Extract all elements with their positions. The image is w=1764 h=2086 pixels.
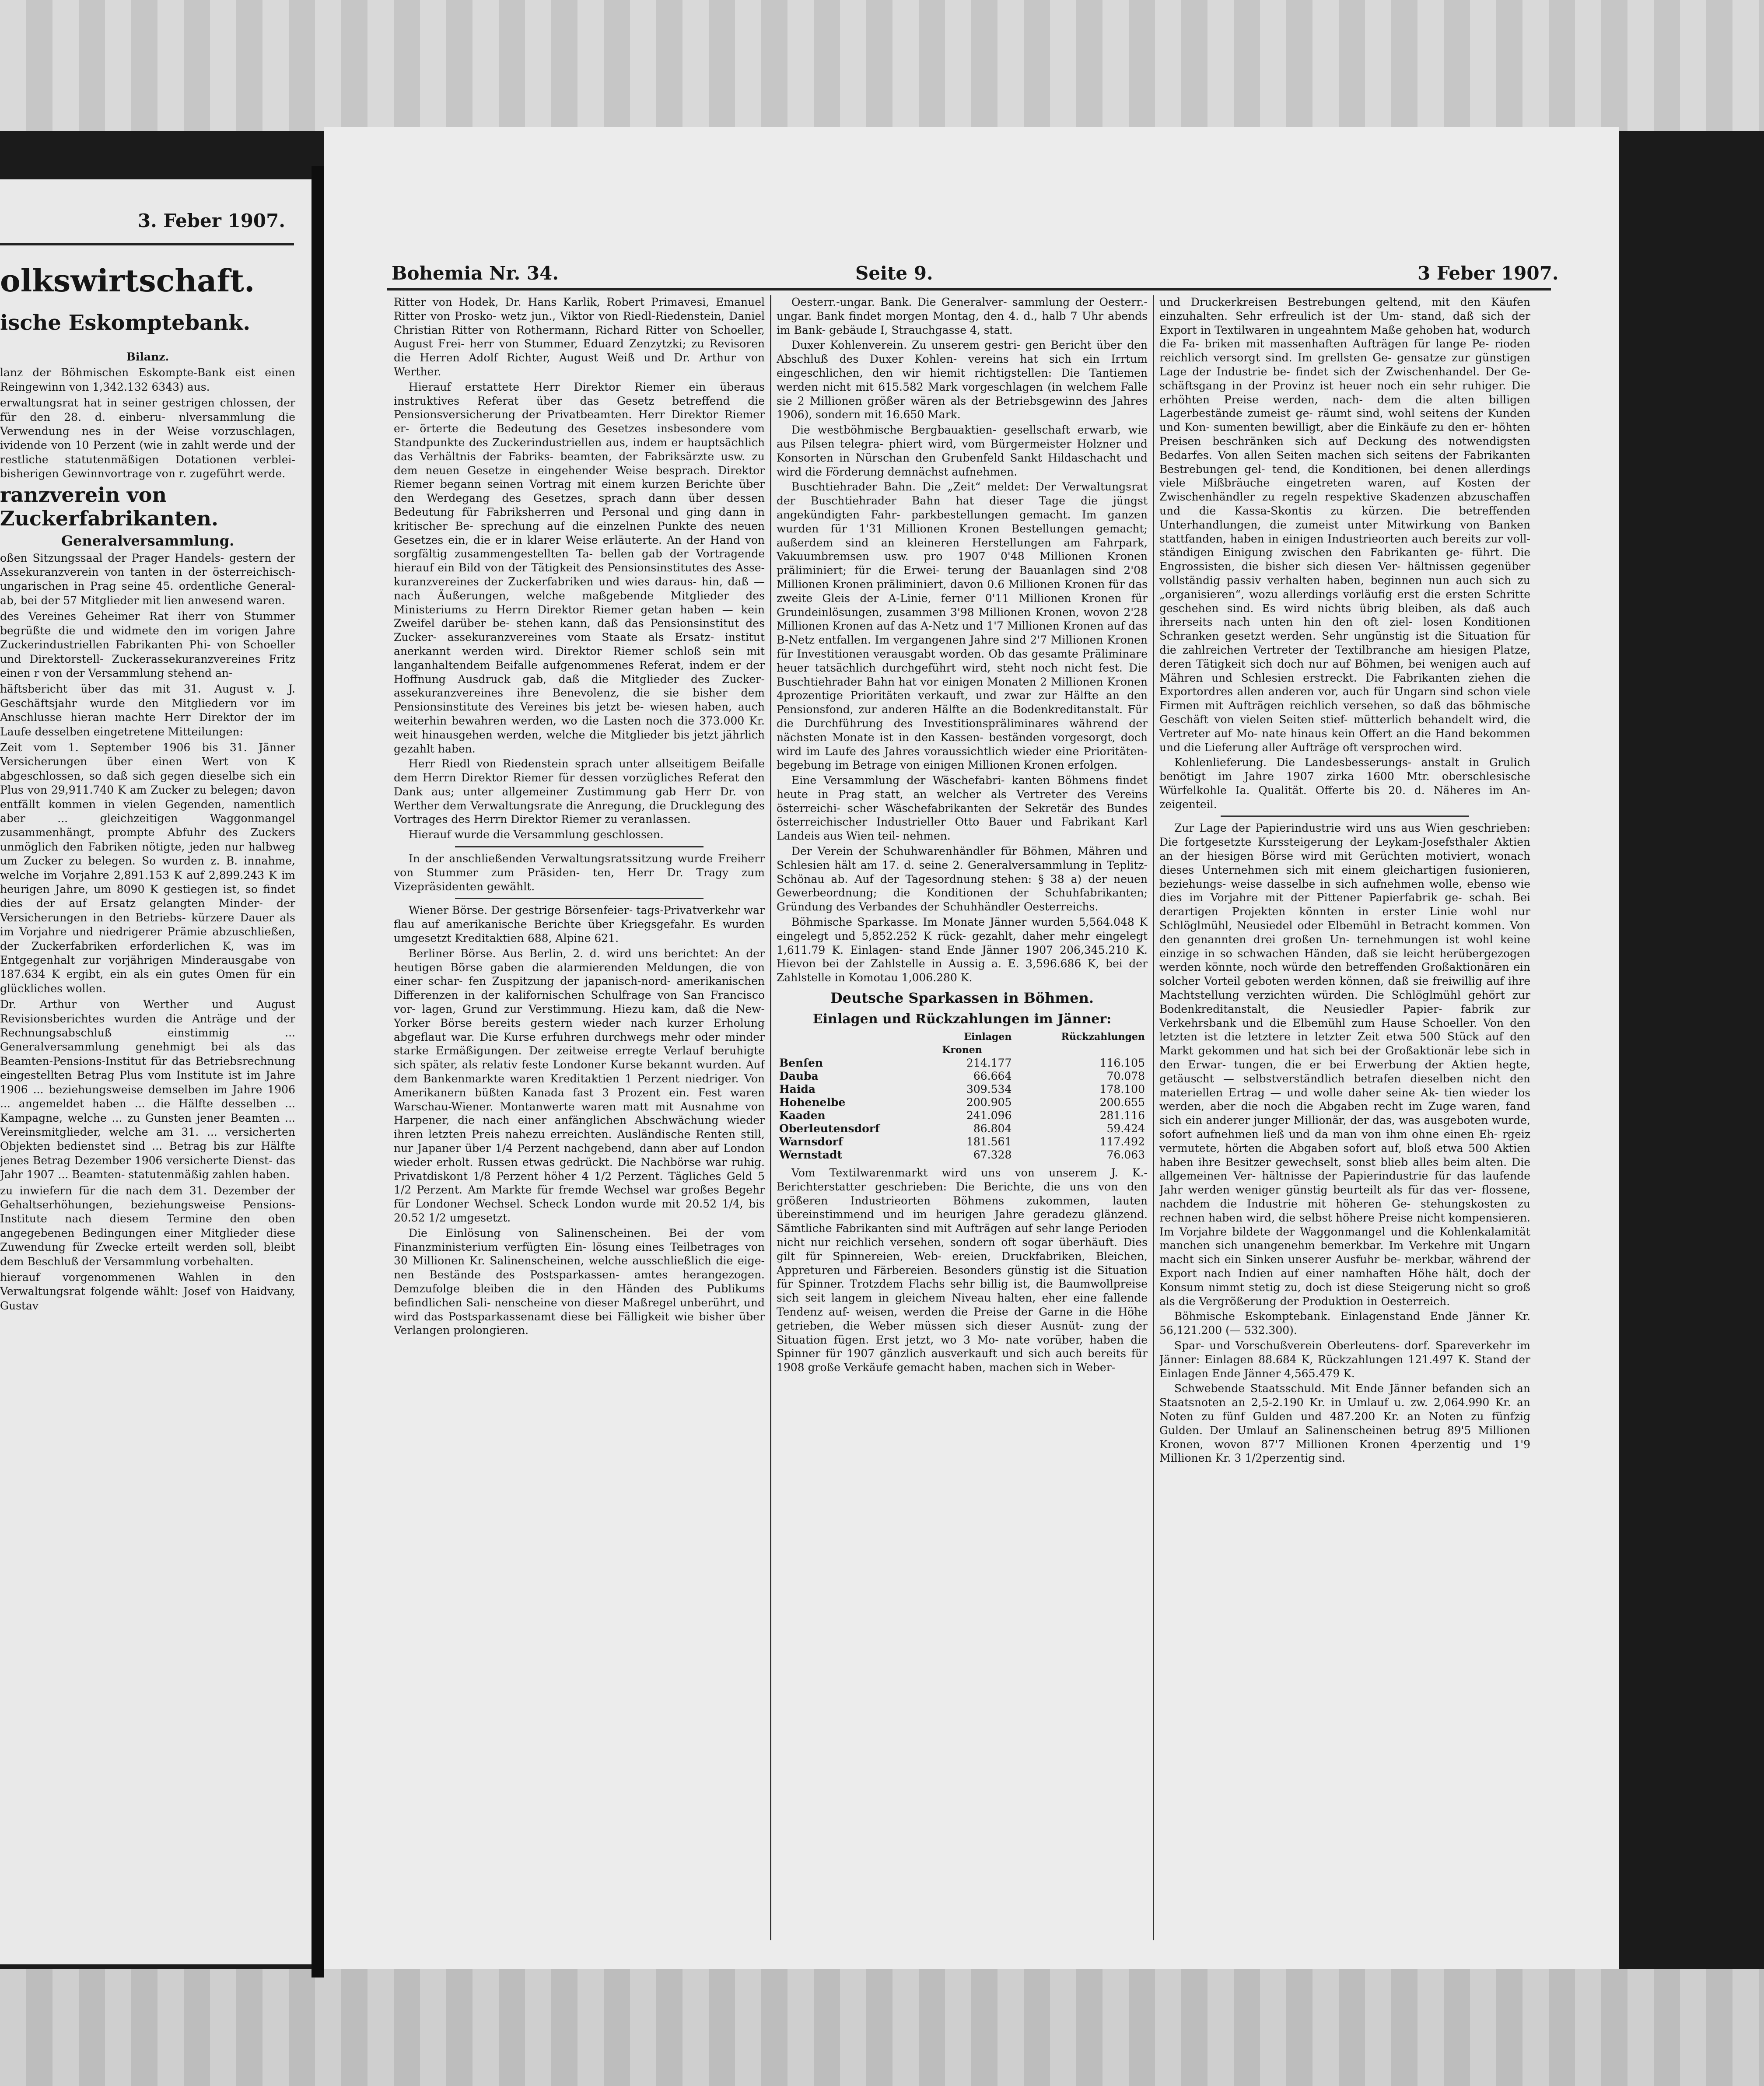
table-header-repayments: Rückzahlungen <box>1061 1031 1145 1043</box>
right-page <box>324 127 1619 1969</box>
article-paragraph: Ritter von Hodek, Dr. Hans Karlik, Robert Primavesi, Emanuel Ritter von Prosko- wetz jun., Viktor von Riedl-Riedenstein, Daniel Christian Ritter von Rothermann, Richard Ritter von Schoeller, August Frei- herr von Stummer, Eduard Zenzytzki; zu Revisoren die Herren Adolf Richter, August Weiß und Dr. Arthur von Werther. <box>394 296 765 378</box>
left-page-paragraph: des Vereines Geheimer Rat iherr von Stummer begrüßte die und widmete den im vorigen Jahre Zuckerindustriellen Fabrikanten Phi- von Schoeller und Direktorstell- Zuckerassekuranzvereines Fritz einen r von der Versammlung stehend an- <box>0 610 295 679</box>
left-page-section-title: olkswirtschaft. <box>0 262 255 299</box>
article-paragraph: Oesterr.-ungar. Bank. Die Generalver- sammlung der Oesterr.-ungar. Bank findet morgen Montag, den 4. d., halb 7 Uhr abends im Bank- gebäude I, Strauchgasse 4, statt. <box>777 296 1148 336</box>
column-divider-2 <box>1153 295 1154 1940</box>
left-page-paragraph: ranzverein von Zuckerfabrikanten. <box>0 483 218 530</box>
left-page-paragraph: zu inwiefern für die nach dem 31. Dezember der Gehaltserhöhungen, beziehungsweise Pensions-Institute nach diesem Termine den oben angegebenen Bedingungen einer Mitglieder diese Zuwendung für Zwecke erteilt werden soll, bleibt dem Beschluß der Versammlung vorbehalten. <box>0 1184 295 1268</box>
column-1 <box>394 295 765 1949</box>
table-row <box>777 1057 1148 1070</box>
table-row <box>777 1148 1148 1162</box>
header-date: 3 Feber 1907. <box>1418 262 1559 284</box>
table-row <box>777 1135 1148 1148</box>
table-cell-deposits: 67.328 <box>973 1148 1012 1162</box>
table-cell-deposits: 181.561 <box>966 1135 1012 1148</box>
table-header-deposits: Einlagen <box>964 1031 1012 1043</box>
left-page-paragraph: Dr. Arthur von Werther und August Revisionsberichtes wurden die Anträge und der Rechnungsabschluß einstimmig ... Generalversammlung genehmigt bei als das Beamten-Pensions-Institut für das Betriebsrechnung eingestellten Betrag Plus vom Institute ist im Jahre 1906 ... beziehungsweise demselben im Jahre 1906 ... angemeldet haben ... die Hälfte desselben ... Kampagne, welche ... zu Gunsten jener Beamten ... Vereinsmitglieder, welche am 31. ... versicherten Objekten bedienstet sind ... Betrag bis zur Hälfte jenes Betrag Dezember 1906 versicherte Dienst- das Jahr 1907 ... Beamten- statutenmäßig zahlen haben. <box>0 998 295 1181</box>
table-row <box>777 1122 1148 1135</box>
left-page-column <box>0 350 295 1315</box>
article-paragraph: Eine Versammlung der Wäschefabri- kanten Böhmens findet heute in Prag statt, an welcher als Vertreter des Vereins österreichi- scher Wäschefabrikanten der Sekretär des Bundes österreichischer Industrieller Otto Bauer und Fabrikant Karl Landeis aus Wien teil- nehmen. <box>777 774 1148 843</box>
table-cell-repayments: 281.116 <box>1099 1109 1145 1122</box>
article-paragraph: Spar- und Vorschußverein Oberleutens- dorf. Spareverkehr im Jänner: Einlagen 88.684 K, Rückzahlungen 121.497 K. Stand der Einlagen Ende Jänner 4,565.479 K. <box>1159 1339 1530 1380</box>
background-wall-top <box>0 0 1764 131</box>
table-row <box>777 1096 1148 1109</box>
table-cell-deposits: 86.804 <box>973 1122 1012 1135</box>
column-3 <box>1159 295 1530 1949</box>
article-paragraph: Böhmische Eskomptebank. Einlagenstand Ende Jänner Kr. 56,121.200 (— 532.300). <box>1159 1310 1530 1337</box>
article-paragraph: Vom Textilwarenmarkt wird uns von unserem J. K.-Berichterstatter geschrieben: Die Berichte, die uns von den größeren Industrieorten Böhmens zukommen, lauten übereinstimmend und im heurigen Jahre geradezu glänzend. Sämtliche Fabrikanten sind mit Aufträgen auf sehr lange Perioden nicht nur reichlich versehen, sondern oft sogar überhäuft. Dies gilt für Spinnereien, Web- ereien, Druckfabriken, Bleichen, Appreturen und Färbereien. Besonders günstig ist die Situation für Spinner. Trotzdem Flachs sehr billig ist, die Baumwollpreise sich seit langem in gleichem Niveau halten, eher eine fallende Tendenz auf- weisen, werden die Preise der Garne in die Höhe getrieben, die Weber müssen sich dieser Ausnüt- zung der Situation fügen. Erst jetzt, wo 3 Mo- nate vorüber, haben die Spinner für 1907 gänzlich ausverkauft und sich auch bereits für 1908 große Verkäufe gemacht haben, machen sich in Weber- <box>777 1166 1148 1374</box>
article-paragraph: Böhmische Sparkasse. Im Monate Jänner wurden 5,564.048 K eingelegt und 5,852.252 K rück- gezahlt, daher mehr eingelegt 1,611.79 K. Einlagen- stand Ende Jänner 1907 206,345.210 K. Hievon bei der Zahlstelle in Aussig a. E. 3,596.686 K, bei der Zahlstelle in Komotau 1,006.280 K. <box>777 916 1148 984</box>
table-cell-deposits: 241.096 <box>966 1109 1012 1122</box>
column-2 <box>777 295 1148 1949</box>
table-cell-town: Wernstadt <box>779 1148 843 1162</box>
left-page-paragraph: Zeit vom 1. September 1906 bis 31. Jänner Versicherungen über einen Wert von K abgeschlossen, so daß sich gegen dieselbe sich ein Plus von 29,911.740 K am Zucker zu belegen; davon entfällt kommen in vielen Gegenden, namentlich aber ... gleichzeitigen Waggonmangel zusammenhängt, prompte Abfuhr des Zuckers unmöglich den Fabriken nötigte, jeden nur halbweg um Zucker zu belegen. So wurden z. B. innahme, welche im Vorjahre 2,891.153 K auf 2,899.243 K im heurigen Jahre, um 8090 K gestiegen ist, so findet dies der auf Ersatz gelangten Minder- der Versicherungen in den Betriebs- kürzere Dauer als im Vorjahre und niedrigerer Prämie abzuschließen, der Zuckerfabriken erforderlichen K, was im Entgegenhalt zur vorjährigen Minderausgabe von 187.634 K ergibt, ein als ein gutes Omen für ein glückliches wollen. <box>0 741 295 995</box>
header-issue: Bohemia Nr. 34. <box>392 262 559 284</box>
table-cell-deposits: 214.177 <box>966 1057 1012 1070</box>
left-page-paragraph: häftsbericht über das mit 31. August v. J. Geschäftsjahr wurde den Mitgliedern vor im Anschlusse hieran machte Herr Direktor der im Laufe desselben eingetretene Mitteilungen: <box>0 682 295 738</box>
left-page-paragraph: Bilanz. <box>126 350 169 363</box>
table-row <box>777 1109 1148 1122</box>
table-cell-deposits: 309.534 <box>966 1083 1012 1096</box>
left-page-rule <box>0 243 294 245</box>
left-page-paragraph: hierauf vorgenommenen Wahlen in den Verwaltungsrat folgende wählt: Josef von Haidvany, Gustav <box>0 1270 295 1312</box>
left-page-paragraph: erwaltungsrat hat in seiner gestrigen chlossen, der für den 28. d. einberu- nlversammlung die Verwendung nes in der Weise vorzuschlagen, ividende von 10 Perzent (wie in zahlt werde und der restliche statutenmäßigen Dotationen verblei- bisherigen Gewinnvortrage von r. zugeführt werde. <box>0 396 295 480</box>
article-paragraph: Hierauf wurde die Versammlung geschlossen. <box>409 828 664 841</box>
table-cell-repayments: 76.063 <box>1106 1148 1145 1162</box>
table-cell-deposits: 200.905 <box>966 1096 1012 1109</box>
article-paragraph: Kohlenlieferung. Die Landesbesserungs- anstalt in Grulich benötigt im Jahre 1907 zirka 1600 Mtr. oberschlesische Würfelkohle Ia. Qualität. Offerte bis 20. d. Näheres im An- zeigenteil. <box>1159 756 1530 811</box>
article-paragraph: und Druckerkreisen Bestrebungen geltend, mit den Käufen einzuhalten. Sehr erfreulich ist der Um- stand, daß sich der Export in Textilwaren in ungeahntem Maße gehoben hat, wodurch die Fa- briken mit massenhaften Aufträgen für lange Pe- rioden reichlich versorgt sind. Im grellsten Ge- gensatze zur günstigen Lage der Industrie be- findet sich der Zwischenhandel. Der Ge- schäftsgang in der Provinz ist heuer noch ein sehr ruhiger. Die erhöhten Preise werden, nach- dem die alten billigen Lagerbestände zumeist ge- räumt sind, wohl seitens der Kunden und Kon- sumenten bewilligt, aber die Einkäufe zu den er- höhten Preisen beschränken sich auf Deckung des notwendigsten Bedarfes. Von allen Seiten machen sich seitens der Fabrikanten Bestrebungen gel- tend, die Konditionen, bei denen allerdings viele Mißbräuche eingetreten waren, auf Kosten der Zwischenhändler zu regeln respektive Skadenzen abzuschaffen und die Kassa-Skontis zu kürzen. Die betreffenden Unterhandlungen, die zumeist unter Mitwirkung von Banken stattfanden, haben in einigen Industrieorten auch bereits zur voll- ständigen Einigung zwischen den Fabrikanten ge- führt. Die Engrossisten, die bisher sich diesen Ver- hältnissen gegenüber vollständig passiv verhalten haben, beginnen nun auch sich zu „organisieren“, wozu allerdings vorläufig erst die ersten Schritte geschehen sind. Es wird nichts übrig bleiben, als daß auch ihrerseits nach unten hin den oft ziel- losen Konditionen Schranken gesetzt werden. Sehr ungünstig ist die Situation für die zahlreichen Vertreter der Textilbranche am hiesigen Platze, deren Tätigkeit sich doch nur auf Böhmen, bei wenigen auch auf Mähren und Schlesien erstreckt. Die Fabrikanten ziehen die Exportordres allen anderen vor, auch für Ungarn sind schon viele Firmen mit Aufträgen reichlich versehen, so daß das böhmische Geschäft von vielen Seiten stief- mütterlich behandelt wird, die Vertreter auf Mo- nate hinaus kein Offert an die Hand bekommen und die Lieferung aller Aufträge oft versprochen wird. <box>1159 296 1530 754</box>
article-paragraph: In der anschließenden Verwaltungsratssitzung wurde Freiherr von Stummer zum Präsiden- ten, Herr Dr. Tragy zum Vizepräsidenten gewählt. <box>394 852 765 893</box>
article-paragraph: Hierauf erstattete Herr Direktor Riemer ein überaus instruktives Referat über das Gesetz betreffend die Pensionsversicherung der Privatbeamten. Herr Direktor Riemer er- örterte die Bedeutung des Gesetzes insbesondere vom Standpunkte des Zuckerindustriellen aus, indem er hauptsächlich das Verhältnis der Fabriks- beamten, der Fabriksärzte usw. zu dem neuen Gesetze in eingehender Weise besprach. Direktor Riemer begann seinen Vortrag mit einem kurzen Berichte über den Werdegang des Gesetzes, sprach dann über dessen Bedeutung für Fabriksherren und Personal und ging dann in kritischer Be- sprechung auf die einzelnen Punkte des neuen Gesetzes ein, die er in klarer Weise erläuterte. An der Hand von sorgfältig zusammengestellten Ta- bellen gab der Vortragende hierauf ein Bild von der Tätigkeit des Pensionsinstitutes des Asse- kuranzvereines der Zuckerfabriken und wies daraus- hin, daß — nach Äußerungen, welche maßgebende Mitglieder des Ministeriums zu Herrn Direktor Riemer getan haben — kein Zweifel darüber be- stehen kann, daß das Pensionsinstitut des Zucker- assekuranzvereines vom Staate als Ersatz- institut anerkannt werden wird. Direktor Riemer schloß sein mit langanhaltendem Beifalle aufgenommenes Referat, indem er der Hoffnung Ausdruck gab, daß die Mitglieder des Zucker- assekuranzvereines ihre Benevolenz, die sie bisher dem Pensionsinstitute des Vereines bis jetzt be- wiesen haben, auch weiterhin bewahren werden, wo die Lasten noch die 373.000 Kr. weit hinausgehen werden, welche die Mitglieder bis jetzt jährlich gezahlt haben. <box>394 380 765 755</box>
table-cell-town: Dauba <box>779 1070 819 1083</box>
left-page-paragraph: Generalversammlung. <box>61 532 234 549</box>
article-paragraph: Zur Lage der Papierindustrie wird uns aus Wien geschrieben: Die fortgesetzte Kurssteigerung der Leykam-Josefsthaler Aktien an der hiesigen Börse wird mit Gerüchten motiviert, wonach dieses Unternehmen sich mit einem gleichartigen fusionieren, beziehungs- weise dasselbe in sich aufnehmen wolle, ebenso wie dies im Vorjahre mit der Pittener Papierfabrik ge- schah. Bei derartigen Projekten könnten in erster Linie wohl nur Schlöglmühl, Neusiedel oder Elbemühl in Betracht kommen. Von den genannten drei großen Un- ternehmungen ist wohl keine einzige in so schwachen Händen, daß sie leicht herübergezogen werden könnte, noch würde den betreffenden Großaktionären ein solcher Vorteil geboten werden können, daß sie freiwillig auf ihre Machtstellung verzichten würden. Die Schlöglmühl gehört zur Bodenkreditanstalt, die Neusiedler Papier- fabrik zur Verkehrsbank und die Elbemühl zum Hause Schoeller. Von den letzten ist die letztere in letzter Zeit etwa 500 Stück auf den Markt gekommen und hat sich bei der Großaktionär lebe sich in den Erwar- tungen, die er bei Erwerbung der Aktien hegte, getäuscht — selbstverständlich betrafen dieselben nicht den materiellen Ertrag — und wolle daher seine Ak- tien wieder los werden, aber die noch die Abgaben recht im Zuge waren, fand sich ein anderer junger Millionär, der das, was ausgeboten wurde, sofort aufnehmen ließ und da man von ihm ohne einen Eh- rgeiz vermutete, hörten die Abgaben sofort auf, bloß etwa 500 Aktien haben ihre Besitzer gewechselt, sonst blieb alles beim alten. Die allgemeinen Ver- hältnisse der Papierindustrie für das laufende Jahr werden weniger günstig beurteilt als für das ver- flossene, nachdem die Industrie mit höheren Ge- stehungskosten zu rechnen haben wird, die selbst höhere Preise nicht kompensieren. Im Vorjahre bildete der Waggonmangel und die Kohlenkalamität manchen sich unangenehm bemerkbar. Im Verkehre mit Ungarn macht sich ein Sinken unserer Ausfuhr be- merkbar, während der Export nach Indien auf einer namhaften Höhe hält, doch der Konsum nimmt stetig zu, doch ist diese Steigerung nicht so groß als die Vergrößerung der Produktion in Oesterreich. <box>1159 822 1530 1308</box>
table-cell-town: Benſen <box>779 1057 823 1070</box>
table-cell-repayments: 117.492 <box>1099 1135 1145 1148</box>
left-page <box>0 179 312 1964</box>
table-cell-repayments: 59.424 <box>1106 1122 1145 1135</box>
article-paragraph: Wiener Börse. Der gestrige Börsenfeier- tags-Privatverkehr war flau auf amerikanische Berichte über Kriegsgefahr. Es wurden umgesetzt Kreditaktien 688, Alpine 621. <box>394 904 765 945</box>
left-page-subtitle: ische Eskomptebank. <box>0 311 251 335</box>
table-cell-town: Warnsdorf <box>779 1135 843 1148</box>
table-header-blank <box>777 1030 935 1043</box>
table-cell-repayments: 178.100 <box>1099 1083 1145 1096</box>
table-row <box>777 1070 1148 1083</box>
subheading: Einlagen und Rückzahlungen im Jänner: <box>812 1012 1112 1027</box>
article-paragraph: Berliner Börse. Aus Berlin, 2. d. wird uns berichtet: An der heutigen Börse gaben die alarmierenden Meldungen, die von einer schar- fen Zuspitzung der japanisch-nord- amerikanischen Differenzen in der kalifornischen Schulfrage von San Francisco vor- lagen, Grund zur Verstimmung. Hiezu kam, daß die New-Yorker Börse bereits gestern wieder nach kurzer Erholung abgeflaut war. Die Kurse erfuhren durchwegs mehr oder minder starke Ermäßigungen. Der zeitweise erregte Verlauf beruhigte sich später, als relativ feste Londoner Kurse bekannt wurden. Auf dem Bankenmarkte waren Kreditaktien 1 Perzent niedriger. Von Amerikanern büßten Kanada fast 3 Prozent ein. Fest waren Warschau-Wiener. Montanwerte waren matt mit Ausnahme von Harpener, die nach einer anfänglichen Abschwächung wieder ihren letzten Preis nahezu erreichten. Ausländische Renten still, nur Japaner über 1/4 Perzent nachgebend, dann aber auf London wieder erholt. Russen etwas gedrückt. Die Nachbörse war ruhig. Privatdiskont 1/8 Perzent höher 4 1/2 Perzent. Tägliches Geld 5 1/2 Perzent. Am Markte für fremde Wechsel war großes Begehr für Londoner Wechsel. Scheck London wurde mit 20.52 1/4, bis 20.52 1/2 umgesetzt. <box>394 947 765 1224</box>
table-unit: Kronen <box>942 1044 982 1056</box>
article-paragraph: Die Einlösung von Salinenscheinen. Bei der vom Finanzministerium verfügten Ein- lösung eines Teilbetrages von 30 Millionen Kr. Salinenscheinen, welche ausschließlich die eige- nen Bestände des Postsparkassen- amtes herangezogen. Demzufolge bleiben die in den Händen des Publikums befindlichen Sali- nenscheine von dieser Maßregel unberührt, und wird das Postsparkassenamt diese bei Fälligkeit wie bisher über Verlangen prolongieren. <box>394 1226 765 1337</box>
table-cell-repayments: 200.655 <box>1099 1096 1145 1109</box>
article-paragraph: Der Verein der Schuhwarenhändler für Böhmen, Mähren und Schlesien hält am 17. d. seine 2. Generalversammlung in Teplitz-Schönau ab. Auf der Tagesordnung stehen: § 38 a) der neuen Gewerbeordnung; die Konditionen der Schuhfabrikanten; Gründung des Verbandes der Schuhhändler Oesterreichs. <box>777 845 1148 914</box>
article-paragraph: Duxer Kohlenverein. Zu unserem gestri- gen Bericht über den Abschluß des Duxer Kohlen- vereins hat sich ein Irrtum eingeschlichen, den wir hiemit richtigstellen: Die Tantiemen werden nicht mit 615.582 Mark vorgeschlagen (in welchem Falle sie 2 Millionen größer wären als der Betriebsgewinn des Jahres 1906), sondern mit 16.650 Mark. <box>777 339 1148 421</box>
section-heading: Deutsche Sparkassen in Böhmen. <box>830 990 1094 1007</box>
column-divider-1 <box>770 295 771 1940</box>
article-paragraph: Schwebende Staatsschuld. Mit Ende Jänner befanden sich an Staatsnoten an 2,5-2.190 Kr. in Umlauf u. zw. 2,064.990 Kr. an Noten zu fünf Gulden und 487.200 Kr. an Noten zu fünfzig Gulden. Der Umlauf an Salinenscheinen betrug 89'5 Millionen Kronen, wovon 87'7 Millionen Kronen 4perzentig und 1'9 Millionen Kr. 3 1/2perzentig sind. <box>1159 1382 1530 1465</box>
left-page-paragraph: lanz der Böhmischen Eskompte-Bank eist einen Reingewinn von 1,342.132 6343) aus. <box>0 366 295 393</box>
table-cell-town: Hohenelbe <box>779 1096 846 1109</box>
background-wall-bottom <box>0 1969 1764 2086</box>
article-paragraph: Herr Riedl von Riedenstein sprach unter allseitigem Beifalle dem Herrn Direktor Riemer für dessen vorzügliches Referat den Dank aus; unter allgemeiner Zustimmung gab Herr Dr. von Werther dem Verwaltungsrate die Anregung, die Drucklegung des Vortrages des Herrn Direktor Riemer zu veranlassen. <box>394 757 765 826</box>
left-page-paragraph: oßen Sitzungssaal der Prager Handels- gestern der Assekuranzverein von tanten in der österreichisch-ungarischen in Prag seine 45. ordentliche General- ab, bei der 57 Mitglieder mit lien anwesend waren. <box>0 551 295 607</box>
header-rule <box>387 288 1551 290</box>
table-cell-deposits: 66.664 <box>973 1070 1012 1083</box>
table-cell-town: Haida <box>779 1083 816 1096</box>
table-row <box>777 1083 1148 1096</box>
table-cell-repayments: 116.105 <box>1099 1057 1145 1070</box>
table-cell-town: Oberleutensdorf <box>779 1122 880 1135</box>
left-page-date: 3. Feber 1907. <box>137 210 285 231</box>
book-spine <box>312 166 324 1978</box>
section-rule <box>455 846 704 847</box>
section-rule <box>1221 816 1469 817</box>
header-page-number: Seite 9. <box>855 262 933 284</box>
article-paragraph: Die westböhmische Bergbauaktien- gesellschaft erwarb, wie aus Pilsen telegra- phiert wird, vom Bürgermeister Holzner und Konsorten in Nürschan den Grubenfeld Sankt Hildaschacht und wird die Förderung demnächst aufnehmen. <box>777 424 1148 478</box>
table-cell-repayments: 70.078 <box>1106 1070 1145 1083</box>
section-rule <box>455 898 704 899</box>
article-paragraph: Buschtiehrader Bahn. Die „Zeit“ meldet: Der Verwaltungsrat der Buschtiehrader Bahn hat dieser Tage die jüngst angekündigten Fahr- parkbestellungen gemacht. Im ganzen wurden für 1'31 Millionen Kronen Bestellungen gemacht; außerdem sind an kleineren Herstellungen am Fahrpark, Vakuumbremsen usw. pro 1907 0'48 Millionen Kronen präliminiert; für die Erwei- terung der Bauanlagen sind 2'08 Millionen Kronen präliminiert, davon 0.6 Millionen Kronen für das zweite Gleis der A-Linie, ferner 0'11 Millionen Kronen für Grundeinlösungen, zusammen 3'98 Millionen Kronen, wovon 2'28 Millionen Kronen auf das A-Netz und 1'7 Millionen Kronen auf das B-Netz entfallen. Im vergangenen Jahre sind 2'7 Millionen Kronen für Investitionen verausgabt worden. Ob das gesamte Präliminare heuer tatsächlich durchgeführt wird, steht noch nicht fest. Die Buschtiehrader Bahn hat vor einigen Monaten 2 Millionen Kronen 4prozentige Prioritäten verkauft, und zwar zur Hälfte an den Pensionsfond, zur anderen Hälfte an die Bodenkreditanstalt. Für die Durchführung des Investitionspräliminares während der nächsten Monate ist in den Kassen- beständen vorgesorgt, doch wird im Laufe des Jahres voraussichtlich wieder eine Prioritäten- begebung im Betrage von einigen Millionen Kronen erfolgen. <box>777 480 1148 772</box>
savings-table <box>777 1030 1148 1162</box>
table-cell-town: Kaaden <box>779 1109 826 1122</box>
